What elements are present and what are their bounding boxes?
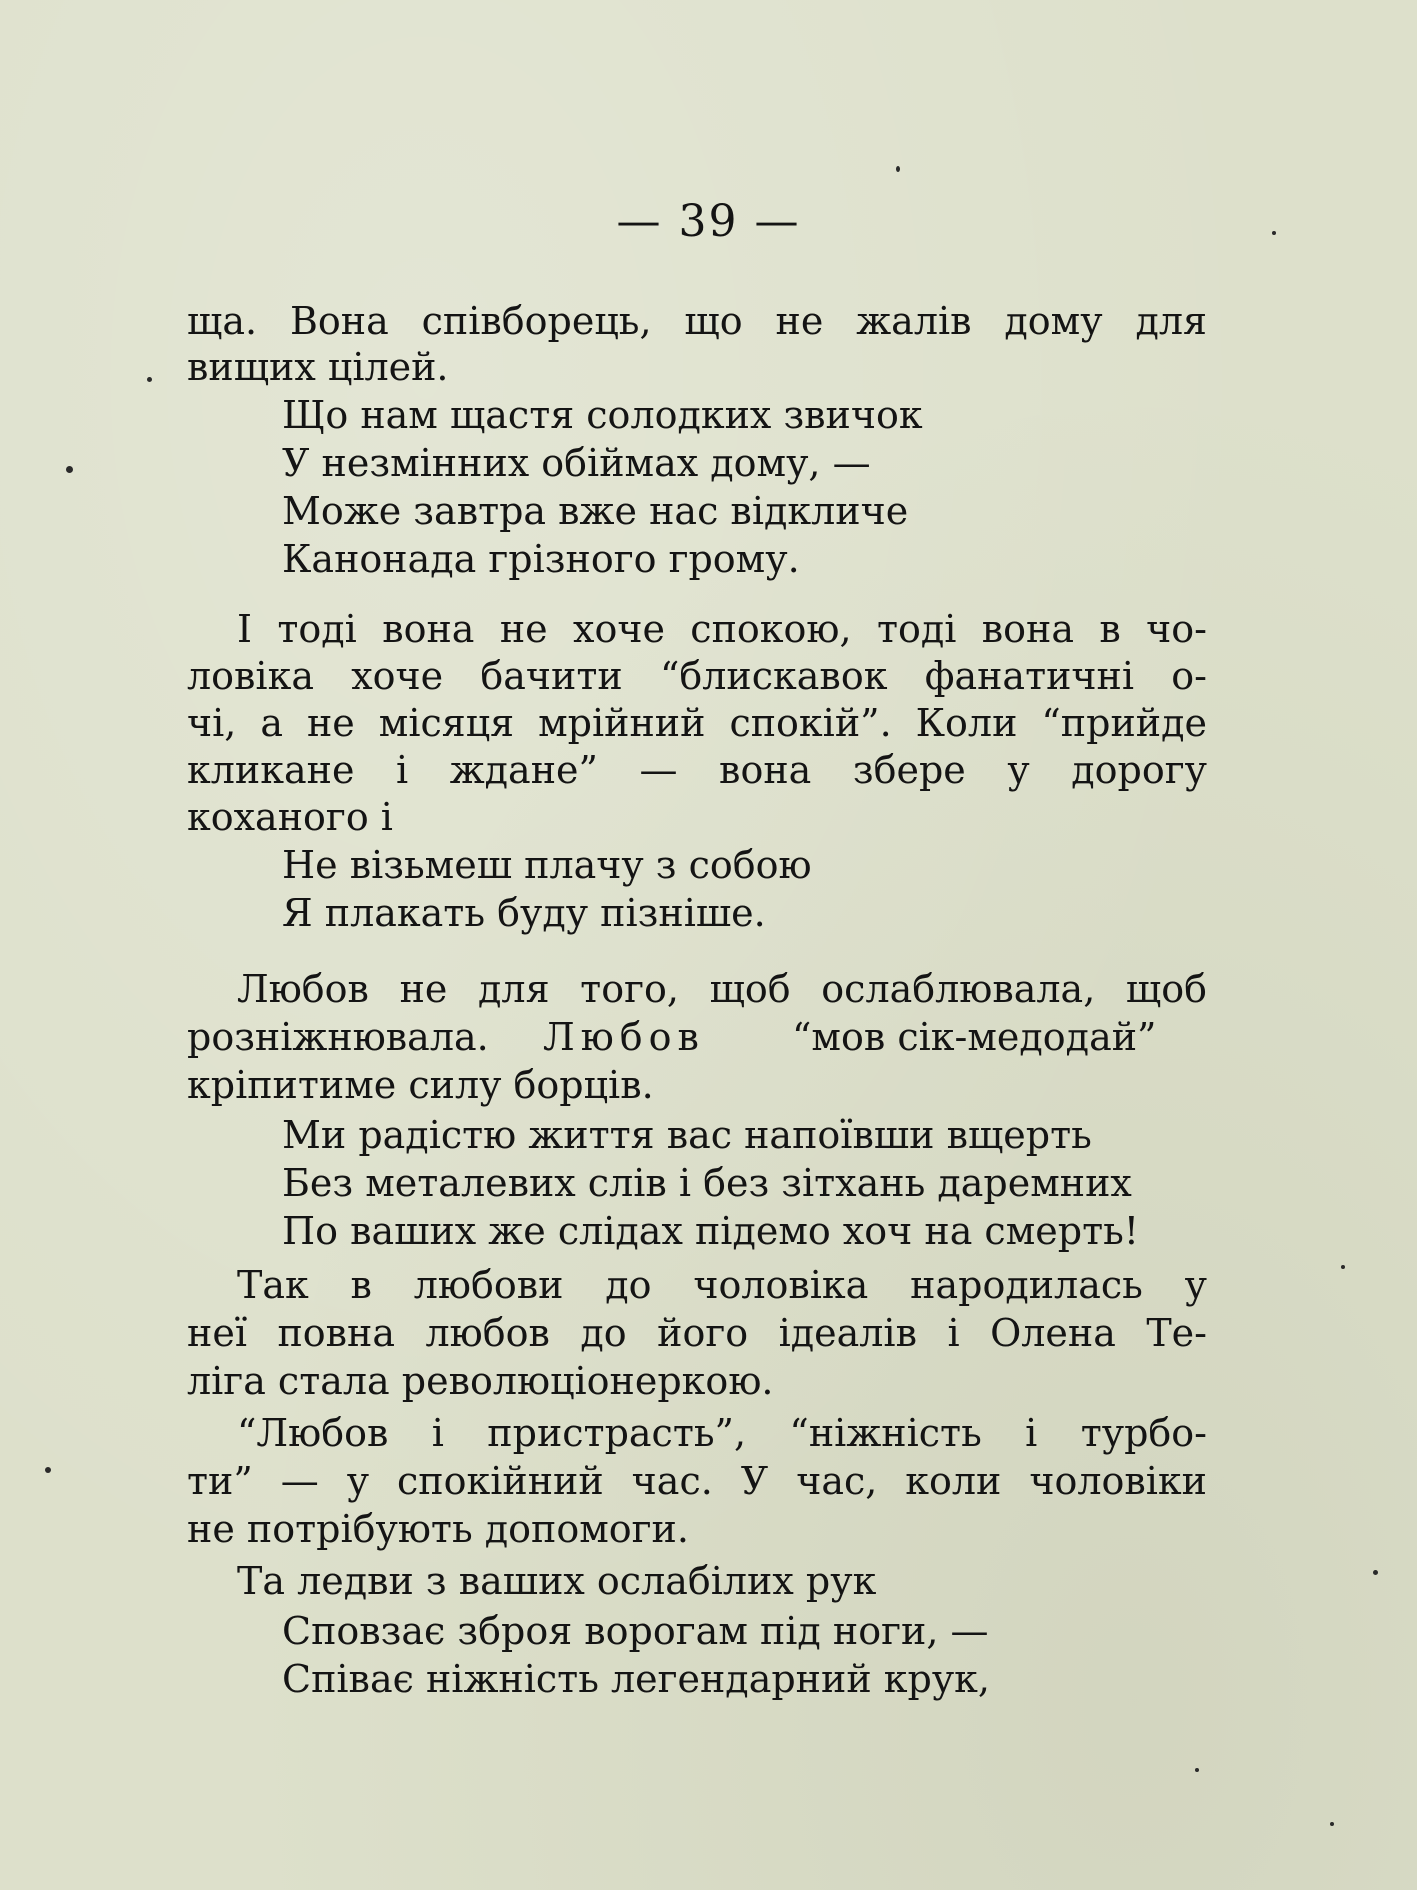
verse-line: Співає ніжність легендарний крук,	[282, 1657, 991, 1701]
print-speck	[896, 166, 900, 172]
verse-line: Може завтра вже нас відкличе	[282, 489, 909, 533]
text-line: Любов не для того, щоб ослаблювала, щоб	[237, 967, 1207, 1011]
text-line: ща. Вона співборець, що не жалів дому для	[187, 299, 1207, 343]
page-number: — 39 —	[616, 196, 801, 247]
print-speck	[1195, 1768, 1199, 1772]
text-line: коханого і	[187, 795, 393, 839]
text-line: кликане і ждане” — вона збере у дорогу	[187, 748, 1207, 792]
text-line: чі, а не місяця мрійний спокій”. Коли “прийде	[187, 701, 1207, 745]
text-line: не потрібують допомоги.	[187, 1507, 689, 1551]
text-line: Так в любови до чоловіка народилась у	[237, 1263, 1207, 1307]
verse-line: Та ледви з ваших ослабілих рук	[237, 1559, 877, 1603]
verse-line: Не візьмеш плачу з собою	[282, 843, 812, 887]
text-line: ліга стала революціонеркою.	[187, 1359, 774, 1403]
print-speck	[1373, 1570, 1378, 1575]
print-speck	[1341, 1265, 1345, 1269]
verse-line: Я плакать буду пізніше.	[282, 891, 766, 935]
text-line: розніжнювала.	[187, 1015, 489, 1059]
verse-line: Що нам щастя солодких звичок	[282, 393, 923, 437]
print-speck	[45, 1467, 51, 1473]
quotation: “мов сік-медодай”	[792, 1015, 1157, 1059]
print-speck	[147, 377, 152, 382]
text-line: вищих цілей.	[187, 345, 449, 389]
print-speck	[66, 466, 73, 473]
verse-line: Без металевих слів і без зітхань даремних	[282, 1161, 1132, 1205]
verse-line: Ми радістю життя вас напоївши вщерть	[282, 1113, 1092, 1157]
emphasized-word: Любов	[543, 1015, 705, 1059]
print-speck	[1330, 1822, 1334, 1826]
text-line: “Любов і пристрасть”, “ніжність і турбо-	[237, 1411, 1207, 1455]
text-line: кріпитиме силу борців.	[187, 1063, 654, 1107]
text-line: ловіка хоче бачити “блискавок фанатичні о-	[187, 654, 1207, 698]
verse-line: Сповзає зброя ворогам під ноги, —	[282, 1609, 989, 1653]
verse-line: По ваших же слідах підемо хоч на смерть!	[282, 1209, 1140, 1253]
text-line: неї повна любов до його ідеалів і Олена Те-	[187, 1311, 1207, 1355]
verse-line: Канонада грізного грому.	[282, 537, 800, 581]
verse-line: У незмінних обіймах дому, —	[282, 441, 871, 485]
text-line: І тоді вона не хоче спокою, тоді вона в чо-	[237, 607, 1207, 651]
text-line: ти” — у спокійний час. У час, коли чоловіки	[187, 1459, 1207, 1503]
